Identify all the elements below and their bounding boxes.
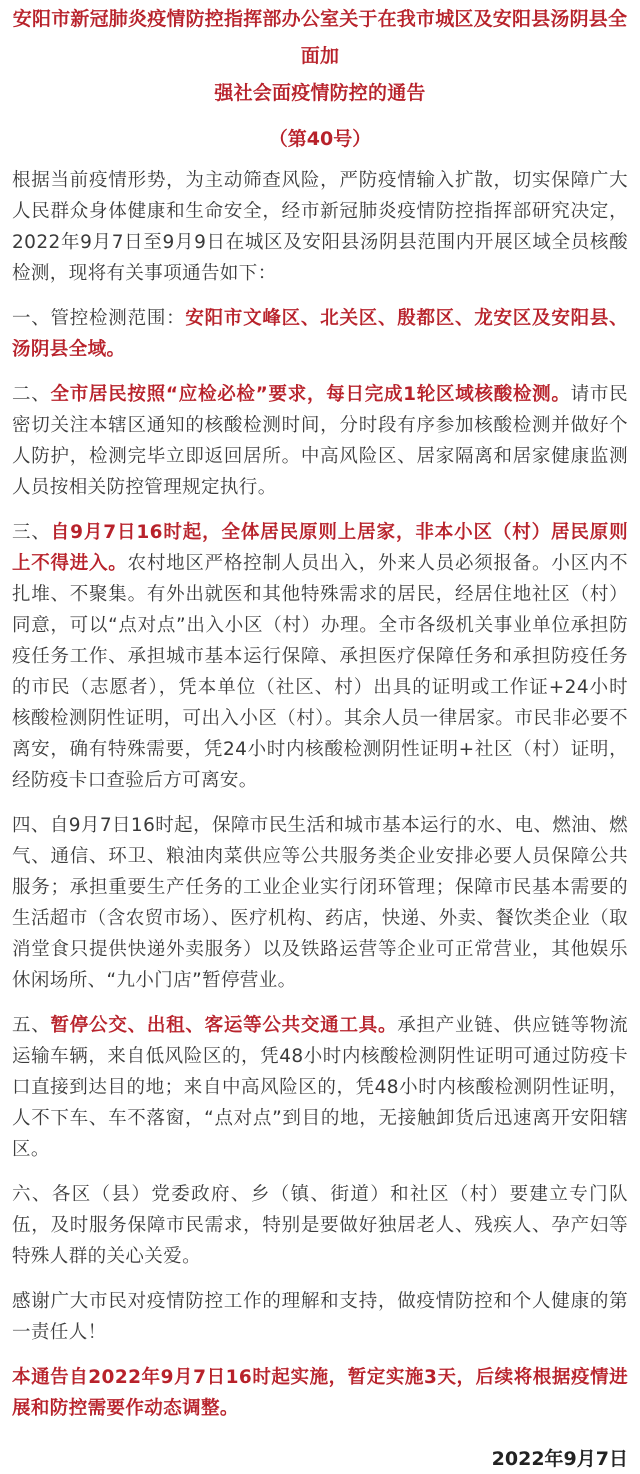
section-prefix: 四、	[12, 815, 50, 836]
section-body: 自9月7日16时起，保障市民生活和城市基本运行的水、电、燃油、燃气、通信、环卫、粮油肉菜供应等公共服务类企业安排必要人员保障公共服务；承担重要生产任务的工业企业实行闭环管理；保障市民基本需要的生活超市（含农贸市场）、医疗机构、药店，快递、外卖、餐饮类企业（取消堂食只提供快递外卖服务）以及铁路运营等企业可正常营业，其他娱乐休闲场所、“九小门店”暂停营业。	[12, 815, 628, 991]
section-prefix: 五、	[12, 1015, 51, 1036]
thanks-paragraph: 感谢广大市民对疫情防控工作的理解和支持，做疫情防控和个人健康的第一责任人！	[12, 1291, 628, 1343]
section-prefix: 一、管控检测范围：	[12, 308, 186, 329]
section-highlight: 自9月7日16时起，全体居民原则上居家，非本小区（村）居民原则上不得进入。	[12, 522, 628, 574]
section-prefix: 三、	[12, 522, 51, 543]
section-highlight: 全市居民按照“应检必检”要求，每日完成1轮区域核酸检测。	[50, 384, 571, 405]
section-prefix: 二、	[12, 384, 51, 405]
section-6	[12, 1179, 628, 1272]
closing-notice: 本通告自2022年9月7日16时起实施，暂定实施3天，后续将根据疫情进展和防控需要作动态调整。	[12, 1367, 628, 1419]
section-4	[12, 810, 628, 996]
section-3	[12, 517, 628, 796]
section-body: 请市民密切关注本辖区通知的核酸检测时间，分时段有序参加核酸检测并做好个人防护，检测完毕立即返回居所。中高风险区、居家隔离和居家健康监测人员按相关防控管理规定执行。	[12, 384, 628, 498]
section-prefix: 六、	[12, 1184, 52, 1205]
intro-paragraph: 根据当前疫情形势，为主动筛查风险，严防疫情输入扩散，切实保障广大人民群众身体健康和生命安全，经市新冠肺炎疫情防控指挥部研究决定，2022年9月7日至9月9日在城区及安阳县汤阴县范围内开展区域全员核酸检测，现将有关事项通告如下：	[12, 170, 628, 284]
section-body: 各区（县）党委政府、乡（镇、街道）和社区（村）要建立专门队伍，及时服务保障市民需求，特别是要做好独居老人、残疾人、孕产妇等特殊人群的关心关爱。	[12, 1184, 628, 1267]
section-highlight: 暂停公交、出租、客运等公共交通工具。	[50, 1015, 398, 1036]
issue-number: （第40号）	[268, 128, 372, 150]
issue-date: 2022年9月7日	[491, 1448, 628, 1470]
section-body: 农村地区严格控制人员出入，外来人员必须报备。小区内不扎堆、不聚集。有外出就医和其他特殊需求的居民，经居住地社区（村）同意，可以“点对点”出入小区（村）办理。全市各级机关事业单位承担防疫任务工作、承担城市基本运行保障、承担医疗保障任务和承担防疫任务的市民（志愿者），凭本单位（社区、村）出具的证明或工作证+24小时核酸检测阴性证明，可出入小区（村）。其余人员一律居家。市民非必要不离安，确有特殊需要，凭24小时内核酸检测阴性证明+社区（村）证明，经防疫卡口查验后方可离安。	[12, 553, 629, 791]
section-2	[12, 379, 628, 503]
title-line-2: 强社会面疫情防控的通告	[214, 82, 426, 104]
section-5	[12, 1010, 628, 1165]
section-body: 承担产业链、供应链等物流运输车辆，来自低风险区的，凭48小时内核酸检测阴性证明可通过防疫卡口直接到达目的地；来自中高风险区的，凭48小时内核酸检测阴性证明，人不下车、车不落窗，“点对点”到目的地，无接触卸货后迅速离开安阳辖区。	[12, 1015, 628, 1160]
title-line-1: 安阳市新冠肺炎疫情防控指挥部办公室关于在我市城区及安阳县汤阴县全面加	[12, 8, 628, 67]
section-1	[12, 303, 628, 365]
notice-title	[12, 0, 628, 112]
section-highlight: 安阳市文峰区、北关区、殷都区、龙安区及安阳县、汤阴县全域。	[12, 308, 629, 360]
